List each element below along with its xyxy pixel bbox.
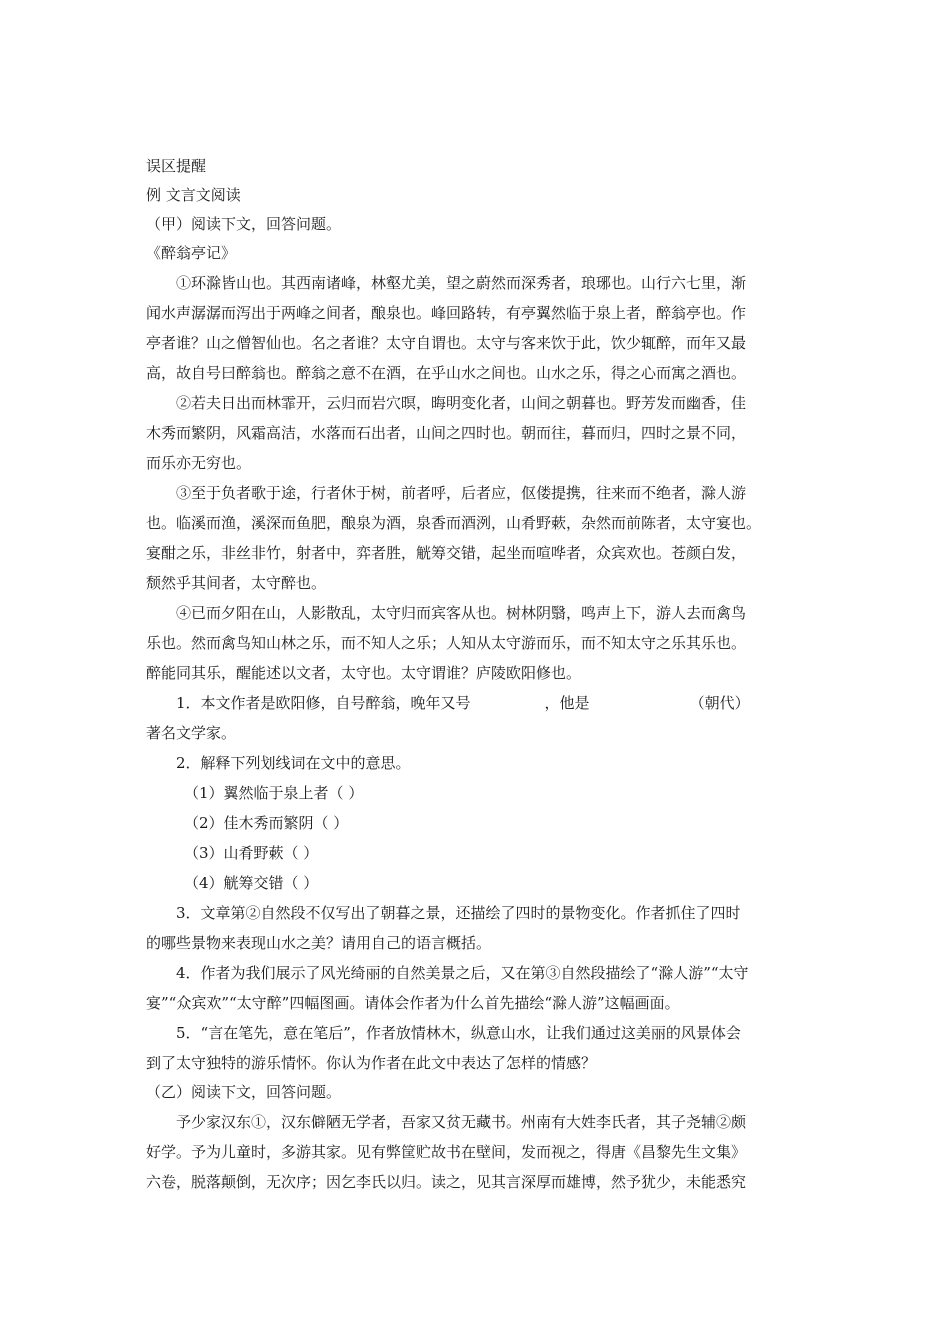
passage-line: 木秀而繁阴，风霜高洁，水落而石出者，山间之四时也。朝而往，暮而归，四时之景不同，: [146, 424, 747, 442]
paragraph-1: [146, 268, 806, 388]
question-1: [146, 688, 806, 748]
passage-line: 六卷，脱落颠倒，无次序；因乞李氏以归。读之，见其言深厚而雄博，然予犹少，未能悉究: [146, 1173, 747, 1191]
passage-line: 闻水声潺潺而泻出于两峰之间者，酿泉也。峰回路转，有亭翼然临于泉上者，醉翁亭也。作: [146, 304, 747, 322]
passage-line: 好学。予为儿童时，多游其家。见有弊筐贮故书在壁间，发而视之，得唐《昌黎先生文集》: [146, 1143, 747, 1161]
part-a-instruction: （甲）阅读下文，回答问题。: [146, 215, 342, 233]
question-2-stem: 2．解释下列划线词在文中的意思。: [176, 754, 411, 772]
question-2-item: （3）山肴野蔌（ ）: [184, 844, 319, 862]
passage-line: 乐也。然而禽鸟知山林之乐，而不知人之乐；人知从太守游而乐，而不知太守之乐其乐也。: [146, 634, 747, 652]
question-2: [146, 748, 806, 898]
question-5: [146, 1018, 806, 1078]
passage-line: 予少家汉东①，汉东僻陋无学者，吾家又贫无藏书。州南有大姓李氏者，其子尧辅②颇: [176, 1113, 747, 1131]
passage-line: 高，故自号曰醉翁也。醉翁之意不在酒，在乎山水之间也。山水之乐，得之心而寓之酒也。: [146, 364, 747, 382]
passage-line: 宴酣之乐，非丝非竹，射者中，弈者胜，觥筹交错，起坐而喧哗者，众宾欢也。苍颜白发，: [146, 544, 747, 562]
passage-line: ③至于负者歌于途，行者休于树，前者呼，后者应，伛偻提携，往来而不绝者，滁人游: [176, 484, 747, 502]
passage-line: ④已而夕阳在山，人影散乱，太守归而宾客从也。树林阴翳，鸣声上下，游人去而禽鸟: [176, 604, 747, 622]
question-1-text-b: ，他是: [544, 694, 590, 712]
example-title: 例 文言文阅读: [146, 186, 241, 204]
question-line: 到了太守独特的游乐情怀。你认为作者在此文中表达了怎样的情感？: [146, 1054, 597, 1072]
question-line: 4．作者为我们展示了风光绮丽的自然美景之后，又在第③自然段描绘了“滁人游”“太守: [176, 964, 749, 982]
question-1-line-1: [146, 688, 806, 718]
question-1-line-2: 著名文学家。: [146, 724, 237, 742]
passage-line: ②若夫日出而林霏开，云归而岩穴暝，晦明变化者，山间之朝暮也。野芳发而幽香，佳: [176, 394, 747, 412]
question-1-text-c: （朝代）: [689, 694, 750, 712]
paragraph-3: [146, 478, 806, 598]
section-header: 误区提醒: [146, 157, 207, 175]
paragraph-2: [146, 388, 806, 478]
question-4: [146, 958, 806, 1018]
part-b-instruction: （乙）阅读下文，回答问题。: [146, 1083, 342, 1101]
paragraph-4: [146, 598, 806, 688]
passage-line: ①环滁皆山也。其西南诸峰，林壑尤美，望之蔚然而深秀者，琅琊也。山行六七里，渐: [176, 274, 747, 292]
question-3: [146, 898, 806, 958]
passage-line: 而乐亦无穷也。: [146, 454, 252, 472]
passage-b: [146, 1107, 806, 1197]
question-2-item: （4）觥筹交错（ ）: [184, 874, 319, 892]
document-page: [146, 152, 806, 1197]
passage-line: 颓然乎其间者，太守醉也。: [146, 574, 327, 592]
passage-a: [146, 268, 806, 688]
question-line: 3．文章第②自然段不仅写出了朝暮之景，还描绘了四时的景物变化。作者抓住了四时: [176, 904, 741, 922]
question-1-text-a: 1．本文作者是欧阳修，自号醉翁，晚年又号: [176, 694, 471, 712]
question-line: 宴”“众宾欢”“太守醉”四幅图画。请体会作者为什么首先描绘“滁人游”这幅画面。: [146, 994, 680, 1012]
question-2-item: （1）翼然临于泉上者（ ）: [184, 784, 364, 802]
passage-line: 亭者谁？山之僧智仙也。名之者谁？太守自谓也。太守与客来饮于此，饮少辄醉，而年又最: [146, 334, 747, 352]
part-a-title: 《醉翁亭记》: [146, 244, 237, 262]
question-line: 5．“言在笔先，意在笔后”，作者放情林木，纵意山水，让我们通过这美丽的风景体会: [176, 1024, 741, 1042]
passage-line: 也。临溪而渔，溪深而鱼肥，酿泉为酒，泉香而酒洌，山肴野蔌，杂然而前陈者，太守宴也。: [146, 514, 762, 532]
question-line: 的哪些景物来表现山水之美？请用自己的语言概括。: [146, 934, 492, 952]
passage-line: 醉能同其乐，醒能述以文者，太守也。太守谓谁？庐陵欧阳修也。: [146, 664, 582, 682]
question-2-item: （2）佳木秀而繁阴（ ）: [184, 814, 349, 832]
